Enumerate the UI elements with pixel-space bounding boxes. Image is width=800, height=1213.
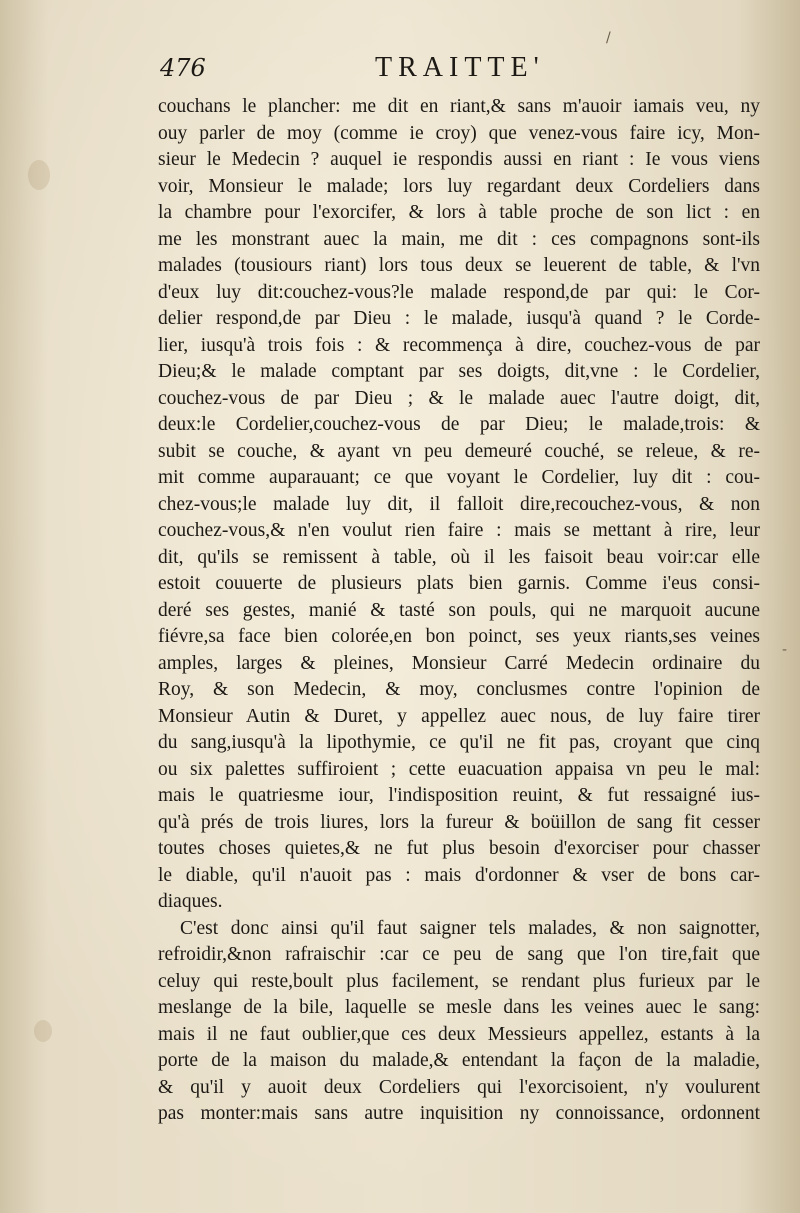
- text-line: me les monstrant auec la main, me dit : ces compagnons sont-ils: [158, 228, 760, 250]
- page-number: 476: [160, 54, 206, 82]
- text-line: du sang,iusqu'à la lipothymie, ce qu'il ne fit pas, croyant que cinq: [158, 732, 760, 753]
- margin-mark: /: [606, 30, 611, 46]
- text-line: fiévre,sa face bien colorée,en bon poinct, ses yeux riants,ses veines: [158, 626, 760, 647]
- text-line: deux:le Cordelier,couchez-vous de par Dieu; le malade,trois: &: [158, 414, 760, 435]
- text-line: C'est donc ainsi qu'il faut saigner tels malades, & non saignotter,: [180, 917, 760, 939]
- text-line: Roy, & son Medecin, & moy, conclusmes contre l'opinion de: [158, 679, 760, 700]
- text-line: qu'à prés de trois liures, lors la fureur & boüillon de sang fit cesser: [158, 811, 760, 833]
- text-line: ouy parler de moy (comme ie croy) que venez-vous faire icy, Mon-: [158, 122, 760, 144]
- text-line: malades (tousiours riant) lors tous deux se leuerent de table, & l'vn: [158, 255, 760, 276]
- text-line: amples, larges & pleines, Monsieur Carré Medecin ordinaire du: [158, 652, 760, 674]
- text-line: ou six palettes suffiroient ; cette euacuation appaisa vn peu le mal:: [158, 758, 760, 780]
- text-line: meslange de la bile, laquelle se mesle dans les veines auec le sang:: [158, 997, 760, 1018]
- text-line: refroidir,&non rafraischir :car ce peu de sang que l'on tire,fait que: [158, 944, 760, 965]
- text-line: la chambre pour l'exorcifer, & lors à table proche de son lict : en: [158, 202, 760, 223]
- text-line: voir, Monsieur le malade; lors luy regardant deux Cordeliers dans: [158, 175, 760, 197]
- text-line: porte de la maison du malade,& entendant la façon de la maladie,: [158, 1050, 760, 1071]
- text-line: dit, qu'ils se remissent à table, où il les faisoit beau voir:car elle: [158, 546, 760, 568]
- text-line: Dieu;& le malade comptant par ses doigts, dit,vne : le Cordelier,: [158, 361, 760, 382]
- paper-stain: [28, 160, 50, 190]
- text-line: couchez-vous,& n'en voulut rien faire : mais se mettant à rire, leur: [158, 520, 760, 541]
- text-line: chez-vous;le malade luy dit, il falloit dire,recouchez-vous, & non: [158, 493, 760, 515]
- text-line: lier, iusqu'à trois fois : & recommença à dire, couchez-vous de par: [158, 334, 760, 356]
- paper-stain: [34, 1020, 52, 1042]
- text-line: deré ses gestes, manié & tasté son pouls, qui ne marquoit aucune: [158, 599, 760, 621]
- margin-mark: -: [782, 642, 788, 658]
- text-line: d'eux luy dit:couchez-vous?le malade respond,de par qui: le Cor-: [158, 281, 760, 303]
- text-line: mit comme auparauant; ce que voyant le Cordelier, luy dit : cou-: [158, 467, 760, 488]
- text-line: diaques.: [158, 891, 223, 912]
- page-header: [160, 52, 760, 86]
- text-line: celuy qui reste,boult plus facilement, se rendant plus furieux par le: [158, 970, 760, 992]
- body-text: [158, 94, 760, 1128]
- text-line: couchans le plancher: me dit en riant,& sans m'auoir iamais veu, ny: [158, 96, 760, 117]
- text-line: sieur le Medecin ? auquel ie respondis aussi en riant : Ie vous viens: [158, 149, 760, 170]
- running-title: TRAITTE': [375, 52, 545, 83]
- text-line: delier respond,de par Dieu : le malade, iusqu'à quand ? le Corde-: [158, 308, 760, 329]
- text-line: couchez-vous de par Dieu ; & le malade auec l'autre doigt, dit,: [158, 387, 760, 409]
- text-line: estoit couuerte de plusieurs plats bien garnis. Comme i'eus consi-: [158, 573, 760, 594]
- text-line: pas monter:mais sans autre inquisition ny connoissance, ordonnent: [158, 1103, 760, 1124]
- text-line: & qu'il y auoit deux Cordeliers qui l'exorcisoient, n'y voulurent: [158, 1076, 760, 1098]
- text-line: Monsieur Autin & Duret, y appellez auec nous, de luy faire tirer: [158, 705, 760, 727]
- text-line: toutes choses quietes,& ne fut plus besoin d'exorciser pour chasser: [158, 838, 760, 859]
- text-line: mais le quatriesme iour, l'indisposition reuint, & fut ressaigné ius-: [158, 785, 760, 806]
- text-line: subit se couche, & ayant vn peu demeuré couché, se releue, & re-: [158, 440, 760, 462]
- text-line: le diable, qu'il n'auoit pas : mais d'ordonner & vser de bons car-: [158, 864, 760, 886]
- text-line: mais il ne faut oublier,que ces deux Messieurs appellez, estants à la: [158, 1023, 760, 1045]
